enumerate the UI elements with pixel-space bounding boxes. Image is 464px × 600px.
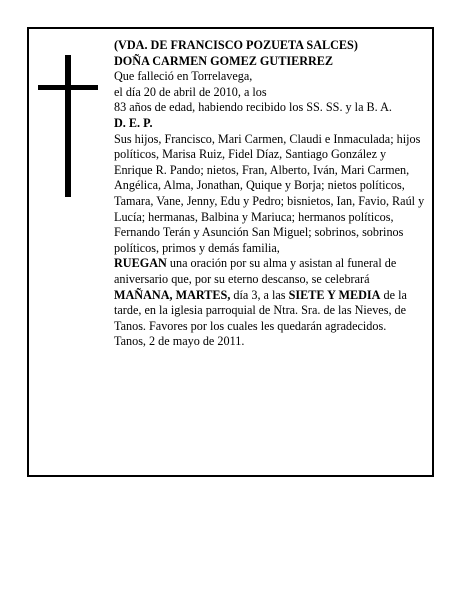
cross-horizontal-bar: [38, 85, 98, 90]
deceased-name: DOÑA CARMEN GOMEZ GUTIERREZ: [114, 53, 334, 68]
place-date: Tanos, 2 de mayo de 2011.: [114, 334, 245, 349]
notice-text: [114, 38, 426, 350]
day-text: día 3, a las: [230, 287, 289, 302]
ruegan-text: una oración por su alma y asistan al funeral de aniversario que, por su eterno descanso, se celebrará: [114, 256, 397, 286]
funeral-day: MAÑANA, MARTES,: [114, 287, 231, 302]
death-line-2: el día 20 de abril de 2010, a los: [114, 84, 267, 99]
ruegan-word: RUEGAN: [114, 256, 167, 271]
funeral-paragraph: [114, 256, 426, 334]
dep-line: D. E. P.: [114, 115, 153, 130]
death-line-1: Que falleció en Torrelavega,: [114, 69, 253, 84]
cross-icon: [38, 55, 98, 197]
death-line-3: 83 años de edad, habiendo recibido los SS. SS. y la B. A.: [114, 100, 392, 115]
time-text: de la tarde, en la iglesia parroquial de Ntra. Sra. de las Nieves, de Tanos. Favores por los cuales les quedarán agradecidos.: [114, 287, 407, 333]
funeral-time: SIETE Y MEDIA: [288, 287, 381, 302]
cross-vertical-bar: [65, 55, 71, 197]
widow-line: (VDA. DE FRANCISCO POZUETA SALCES): [114, 38, 358, 52]
family-paragraph: Sus hijos, Francisco, Mari Carmen, Claudi e Inmaculada; hijos políticos, Marisa Ruiz, Fidel Díaz, Santiago González y Enrique R. Pando; nietos, Fran, Alberto, Iván, Mari Carmen, Angélica, Alma, Jonathan, Quique y Borja; nietos políticos, Tamara, Vane, Jenny, Edu y Pedro; bisnietos, Ian, Favio, Raúl y Lucía; hermanas, Balbina y Mariuca; hermanos políticos, Fernando Terán y Asunción San Miguel; sobrinos, sobrinos políticos, primos y demás familia,: [114, 131, 425, 255]
